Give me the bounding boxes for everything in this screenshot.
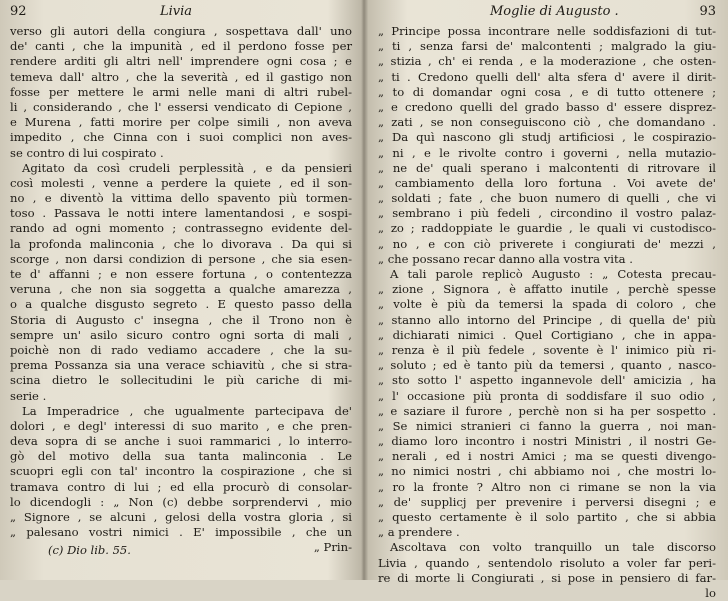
text-line: „ zione , Signora , è affatto inutile , perchè spesse <box>378 282 716 297</box>
text-line: se contro di lui cospirato . <box>10 145 164 160</box>
text-line: gò del motivo della sua tanta malinconia . Le <box>10 449 352 464</box>
text-line: „ zo ; raddoppiate le guardie , le quali vi custodisco- <box>378 221 716 236</box>
text-line: „ a prendere . <box>378 525 460 540</box>
right-page <box>364 0 728 600</box>
text-line: li , considerando , che l' essersi vendicato di Cepione , <box>10 99 352 114</box>
right-page-header <box>378 4 716 24</box>
text-line: „ volte è più da temersi la spada di coloro , che <box>378 297 716 312</box>
text-line: Ascoltava con volto tranquillo un tale discorso <box>390 540 716 555</box>
text-line: „ Prin- <box>313 540 352 555</box>
text-line: o a qualche disgusto segreto . E questo passo della <box>10 297 352 312</box>
text-line: veruna , che non sia soggetta a qualche amarezza , <box>10 282 352 297</box>
footnote: (c) Dio lib. 55. <box>48 543 131 557</box>
right-page-number: 93 <box>699 4 716 19</box>
text-line: Storia di Augusto c' insegna , che il Trono non è <box>10 312 352 327</box>
text-line: „ soluto ; ed è tanto più da temersi , quanto , nasco- <box>378 358 716 373</box>
text-line: „ ro la fronte ? Altro non ci rimane se non la via <box>378 479 716 494</box>
text-line: „ nerali , ed i nostri Amici ; ma se questi divengo- <box>378 449 716 464</box>
text-line: „ ti , senza farsi de' malcontenti ; malgrado la giu- <box>378 39 716 54</box>
text-line: „ e credono quelli del grado basso d' essere disprez- <box>378 99 716 114</box>
text-line: deva sopra di se anche i suoi rammarici , lo interro- <box>10 434 352 449</box>
text-line: „ diamo loro incontro i nostri Ministri , il nostri Ge- <box>378 434 716 449</box>
left-page-header <box>10 4 352 24</box>
text-line: „ dichiarati nimici . Quel Cortigiano , che in appa- <box>378 327 716 342</box>
text-line: la profonda malinconia , che lo divorava . Da qui si <box>10 236 352 251</box>
left-page-text <box>10 24 352 556</box>
text-line: rando ad ogni momento ; contrassegno evidente del- <box>10 221 352 236</box>
text-line: „ l' occasione più pronta di soddisfare il suo odio , <box>378 388 716 403</box>
text-line: Livia , quando , sentendolo risoluto a voler far peri- <box>378 555 716 570</box>
text-line: così molesti , venne a perdere la quiete , ed il son- <box>10 175 352 190</box>
text-line: La Imperadrice , che ugualmente partecipava de' <box>22 403 352 418</box>
text-line: „ zati , se non conseguiscono ciò , che domandano . <box>378 115 716 130</box>
text-line: re di morte li Congiurati , si pose in pensiero di far- <box>378 570 716 585</box>
text-line: „ stanno allo intorno del Principe , di quella de' più <box>378 312 716 327</box>
text-line: prema Possanza sia una verace schiavitù , che si stra- <box>10 358 352 373</box>
text-line: temeva dall' altro , che la severità , ed il gastigo non <box>10 69 352 84</box>
text-line: impedito , che Cinna con i suoi complici non aves- <box>10 130 352 145</box>
text-line: scuopri egli con tal' incontro la cospirazione , che si <box>10 464 352 479</box>
text-line: de' canti , che la impunità , ed il perdono fosse per <box>10 39 352 54</box>
text-line: „ to di domandar ogni cosa , e di tutto ottenere ; <box>378 84 716 99</box>
text-line: rendere arditi gli altri nell' imprendere ogni cosa ; e <box>10 54 352 69</box>
text-line: „ palesano vostri nimici . E' impossibile , che un <box>10 525 352 540</box>
left-page <box>0 0 364 580</box>
text-line: „ sembrano i più fedeli , circondino il vostro palaz- <box>378 206 716 221</box>
text-line: Agitato da così crudeli perplessità , e da pensieri <box>22 160 352 175</box>
text-line: „ Signore , se alcuni , gelosi della vostra gloria , si <box>10 510 352 524</box>
text-line: dolori , e degl' interessi di suo marito , e che pren- <box>10 418 352 433</box>
text-line: „ Da quì nascono gli studj artificiosi , le cospirazio- <box>378 130 716 145</box>
text-line: „ stizia , ch' ei renda , e la moderazione , che osten- <box>378 54 716 69</box>
text-line: verso gli autori della congiura , sospettava dall' uno <box>10 24 352 38</box>
text-line: „ e saziare il furore , perchè non si ha per sospetto . <box>378 403 716 418</box>
left-page-number: 92 <box>10 4 27 19</box>
text-line: no , e diventò la vittima dello spavento più tormen- <box>10 191 352 206</box>
text-line: tramava contro di lui ; ed ella procurò di consolar- <box>10 479 352 494</box>
text-line: A tali parole replicò Augusto : „ Cotesta precau- <box>390 267 716 281</box>
text-line: „ ti . Credono quelli dell' alta sfera d' avere il dirit- <box>378 69 716 84</box>
text-line: fosse per mettere le armi nelle mani di altri rubel- <box>10 84 352 99</box>
text-line: toso . Passava le notti intere lamentandosi , e sospi- <box>10 206 352 221</box>
text-line: „ Se nimici stranieri ci fanno la guerra , noi man- <box>378 418 716 433</box>
text-line: „ renza è il più fedele , sovente è l' inimico più ri- <box>378 342 716 357</box>
text-line: „ cambiamento della loro fortuna . Voi avete de' <box>378 175 716 190</box>
text-line: „ ne de' quali sperano i malcontenti di ritrovare il <box>378 160 716 175</box>
text-line: „ che possano recar danno alla vostra vita . <box>378 251 633 266</box>
text-line: lo <box>705 585 716 600</box>
text-line: e Murena , fatti morire per colpe simili , non aveva <box>10 115 352 130</box>
text-line: poichè non di rado vediamo accadere , che la su- <box>10 342 352 357</box>
text-line: scina dietro le sollecitudini le più cariche di mi- <box>10 373 352 388</box>
right-running-title: Moglie di Augusto . <box>490 4 619 19</box>
text-line: serie . <box>10 388 47 403</box>
text-line: „ Principe possa incontrare nelle soddisfazioni di tut- <box>378 24 716 38</box>
text-line: scorge , non darsi condizion di persone , che sia esen- <box>10 251 352 266</box>
text-line: lo dicendogli : „ Non (c) debbe sorprendervi , mio <box>10 494 352 509</box>
text-line: „ no nimici nostri , chi abbiamo noi , che mostri lo- <box>378 464 716 479</box>
text-line: te d' affanni ; e non essere fortuna , o contentezza <box>10 267 352 281</box>
text-line: „ de' supplicj per prevenire i perversi disegni ; e <box>378 494 716 509</box>
text-line: „ sto sotto l' aspetto ingannevole dell' amicizia , ha <box>378 373 716 388</box>
left-running-title: Livia <box>160 4 193 19</box>
text-line: „ questo certamente è il solo partito , che si abbia <box>378 510 716 524</box>
right-page-text <box>378 24 716 601</box>
text-line: sempre un' asilo sicuro contro ogni sorta di mali , <box>10 327 352 342</box>
text-line: „ soldati ; fate , che buon numero di quelli , che vi <box>378 191 716 206</box>
text-line: „ ni , e le rivolte contro i governi , nella mutazio- <box>378 145 716 160</box>
text-line: „ no , e con ciò priverete i congiurati de' mezzi , <box>378 236 716 251</box>
